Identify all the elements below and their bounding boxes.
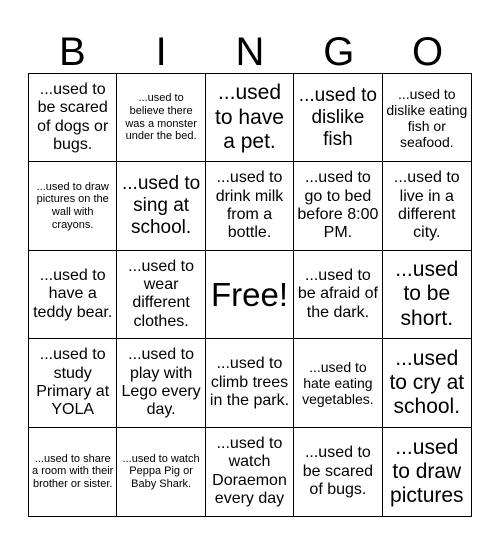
bingo-cell-r3-c5[interactable]: ...used to be short. bbox=[383, 251, 471, 339]
bingo-cell-free[interactable]: Free! bbox=[206, 251, 294, 339]
header-letter-b: B bbox=[59, 30, 86, 74]
bingo-header bbox=[28, 30, 472, 74]
bingo-board bbox=[28, 73, 472, 517]
bingo-cell-r2-c1[interactable]: ...used to draw pictures on the wall with crayons. bbox=[29, 162, 117, 250]
bingo-cell-r2-c3[interactable]: ...used to drink milk from a bottle. bbox=[206, 162, 294, 250]
bingo-cell-r5-c5[interactable]: ...used to draw pictures bbox=[390, 435, 464, 507]
header-letter-i: I bbox=[155, 30, 167, 74]
bingo-cell-r4-c5[interactable]: ...used to cry at school. bbox=[383, 339, 471, 427]
bingo-cell-r2-c5[interactable]: ...used to live in a different city. bbox=[383, 162, 471, 250]
header-letter-o: O bbox=[412, 30, 444, 74]
bingo-cell-r3-c4[interactable]: ...used to be afraid of the dark. bbox=[294, 251, 382, 339]
bingo-cell-r4-c3[interactable]: ...used to climb trees in the park. bbox=[206, 339, 294, 427]
bingo-cell-r3-c1[interactable]: ...used to have a teddy bear. bbox=[29, 251, 117, 339]
bingo-cell-r4-c1[interactable]: ...used to study Primary at YOLA bbox=[29, 339, 117, 427]
bingo-cell-r5-c1[interactable]: ...used to share a room with their brother or sister. bbox=[29, 428, 117, 516]
bingo-cell-r2-c4[interactable]: ...used to go to bed before 8:00 PM. bbox=[294, 162, 382, 250]
bingo-cell-r1-c1[interactable]: ...used to be scared of dogs or bugs. bbox=[29, 74, 117, 162]
bingo-cell-r1-c3[interactable]: ...used to have a pet. bbox=[206, 74, 294, 162]
bingo-cell-r5-c4[interactable]: ...used to be scared of bugs. bbox=[294, 428, 382, 516]
bingo-cell-r4-c4[interactable]: ...used to hate eating vegetables. bbox=[294, 339, 382, 427]
bingo-cell-r5-c3[interactable]: ...used to watch Doraemon every day bbox=[206, 428, 294, 516]
header-letter-n: N bbox=[235, 30, 265, 74]
header-letter-g: G bbox=[323, 30, 355, 74]
bingo-cell-r4-c2[interactable]: ...used to play with Lego every day. bbox=[117, 339, 205, 427]
bingo-cell-r5-c2[interactable]: ...used to watch Peppa Pig or Baby Shark. bbox=[117, 428, 205, 516]
bingo-cell-r1-c4[interactable]: ...used to dislike fish bbox=[294, 74, 382, 162]
bingo-cell-r2-c2[interactable]: ...used to sing at school. bbox=[117, 162, 205, 250]
bingo-cell-r1-c5[interactable]: ...used to dislike eating fish or seafood. bbox=[383, 74, 471, 162]
bingo-cell-r1-c2[interactable]: ...used to believe there was a monster under the bed. bbox=[117, 74, 205, 162]
bingo-cell-r3-c2[interactable]: ...used to wear different clothes. bbox=[117, 251, 205, 339]
